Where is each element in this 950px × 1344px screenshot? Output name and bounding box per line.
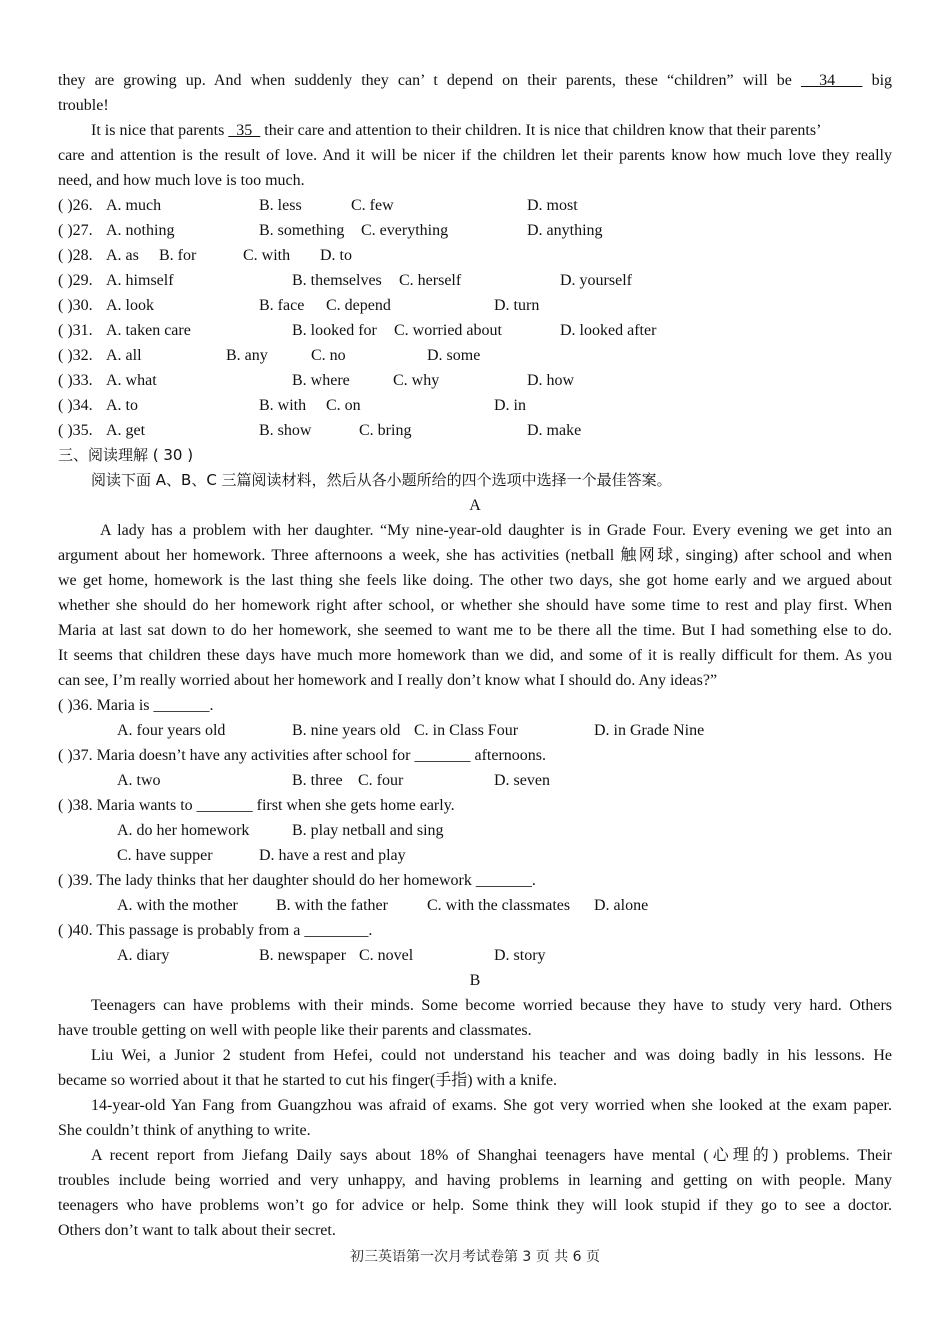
question-number: ( )32. xyxy=(58,347,93,364)
cloze-line-1 xyxy=(58,68,892,93)
question-37-options xyxy=(58,768,892,793)
question-number: ( )33. xyxy=(58,372,93,389)
cloze-para2-line2: care and attention is the result of love. And it will be nicer if the children let their parents know how much love they really xyxy=(58,147,892,164)
text: will be xyxy=(742,72,792,89)
question-27 xyxy=(58,218,892,243)
question-26 xyxy=(58,193,892,218)
option-a: A. two xyxy=(117,772,161,789)
passage-a-line-5: Maria at last sat down to do her homework, she seemed to want me to be there all the time. But I had something else to do. xyxy=(58,622,892,639)
option-a: A. get xyxy=(106,422,146,439)
question-number: ( )34. xyxy=(58,397,93,414)
option-b: B. with xyxy=(259,397,307,414)
option-d: D. alone xyxy=(594,897,649,914)
text: ’ xyxy=(420,72,425,89)
option-b: B. show xyxy=(259,422,312,439)
option-c: C. worried about xyxy=(394,322,502,339)
option-d: D. have a rest and play xyxy=(259,847,406,864)
option-c: C. have supper xyxy=(117,847,213,864)
option-b: B. three xyxy=(292,772,343,789)
option-b: B. face xyxy=(259,297,305,314)
text: their care and attention to their children. It is nice that children know that their parents’ xyxy=(264,122,822,139)
question-37-stem: ( )37. Maria doesn’t have any activities after school for _______ afternoons. xyxy=(58,747,546,764)
option-d: D. how xyxy=(527,372,575,389)
question-40-options xyxy=(58,943,892,968)
option-c: C. with the classmates xyxy=(427,897,571,914)
question-number: ( )29. xyxy=(58,272,93,289)
question-38-options-cd xyxy=(58,843,892,868)
passage-a-line-6: It seems that children these days have much more homework than we did, and some of it is really difficult for them. As you xyxy=(58,647,892,664)
option-b: B. nine years old xyxy=(292,722,401,739)
option-a: A. himself xyxy=(106,272,174,289)
question-31 xyxy=(58,318,892,343)
text: “ xyxy=(667,72,675,89)
passage-b-p3-line1: 14-year-old Yan Fang from Guangzhou was afraid of exams. She got very worried when she looked at the exam paper. xyxy=(91,1097,892,1114)
option-b: B. any xyxy=(226,347,268,364)
question-28 xyxy=(58,243,892,268)
section-instruction: 阅读下面 A、B、C 三篇阅读材料，然后从各小题所给的四个选项中选择一个最佳答案。 xyxy=(91,471,672,489)
option-c: C. depend xyxy=(326,297,391,314)
option-c: C. with xyxy=(243,247,291,264)
option-b: B. less xyxy=(259,197,302,214)
passage-b-p4-line4: Others don’t want to talk about their secret. xyxy=(58,1222,336,1239)
passage-b-p2-line2: became so worried about it that he started to cut his finger(手指) with a knife. xyxy=(58,1072,557,1089)
text: t depend on their parents, these xyxy=(433,72,658,89)
question-number: ( )28. xyxy=(58,247,93,264)
question-number: ( )26. xyxy=(58,197,93,214)
question-32 xyxy=(58,343,892,368)
passage-b-label: B xyxy=(469,972,481,989)
cloze-para2-line3: need, and how much love is too much. xyxy=(58,172,305,189)
question-38-stem: ( )38. Maria wants to _______ first when she gets home early. xyxy=(58,797,455,814)
passage-a-line-4: whether she should do her homework right after school, or whether she should have some time to rest and play first. When xyxy=(58,597,892,614)
text: ” xyxy=(726,72,734,89)
option-c: C. four xyxy=(358,772,404,789)
text: they are growing up. And when suddenly they can xyxy=(58,72,421,89)
option-a: A. nothing xyxy=(106,222,175,239)
question-number: ( )27. xyxy=(58,222,93,239)
passage-a-label: A xyxy=(469,497,481,514)
passage-b-p2-line1: Liu Wei, a Junior 2 student from Hefei, could not understand his teacher and was doing badly in his lessons. He xyxy=(91,1047,892,1064)
section-heading: 三、阅读理解 ( 30 ) xyxy=(58,446,194,464)
question-34 xyxy=(58,393,892,418)
option-b: B. where xyxy=(292,372,350,389)
option-d: D. in xyxy=(494,397,526,414)
option-a: A. what xyxy=(106,372,157,389)
option-b: B. themselves xyxy=(292,272,382,289)
question-36-stem: ( )36. Maria is _______. xyxy=(58,697,214,714)
option-c: C. bring xyxy=(359,422,412,439)
passage-a-line-2: argument about her homework. Three afternoons a week, she has activities (netball 触网球, singing) after school and when xyxy=(58,547,892,564)
option-d: D. seven xyxy=(494,772,550,789)
option-a: A. to xyxy=(106,397,138,414)
option-a: A. with the mother xyxy=(117,897,238,914)
cloze-para2-line1 xyxy=(58,118,892,143)
question-39-stem: ( )39. The lady thinks that her daughter should do her homework _______. xyxy=(58,872,536,889)
question-40-stem: ( )40. This passage is probably from a ________. xyxy=(58,922,373,939)
option-c: C. few xyxy=(351,197,394,214)
option-a: A. taken care xyxy=(106,322,191,339)
option-c: C. on xyxy=(326,397,361,414)
passage-b-p1-line1: Teenagers can have problems with their minds. Some become worried because they have to study very hard. Others xyxy=(91,997,892,1014)
passage-b-p3-line2: She couldn’t think of anything to write. xyxy=(58,1122,311,1139)
option-c: C. everything xyxy=(361,222,449,239)
passage-b-p4-line2: troubles include being worried and very unhappy, and having problems in learning and getting on with people. Many xyxy=(58,1172,892,1189)
passage-a-line-7: can see, I’m really worried about her homework and I really don’t know what I should do. Any ideas?” xyxy=(58,672,718,689)
option-a: A. look xyxy=(106,297,154,314)
option-c: C. in Class Four xyxy=(414,722,519,739)
option-c: C. herself xyxy=(399,272,462,289)
option-c: C. novel xyxy=(359,947,414,964)
option-a: A. as xyxy=(106,247,139,264)
option-a: A. all xyxy=(106,347,142,364)
question-38-options-ab xyxy=(58,818,892,843)
option-a: A. do her homework xyxy=(117,822,250,839)
cloze-line-2: trouble! xyxy=(58,97,109,114)
option-d: D. turn xyxy=(494,297,540,314)
question-29 xyxy=(58,268,892,293)
text: children xyxy=(674,72,727,89)
option-a: A. much xyxy=(106,197,162,214)
passage-b-p1-line2: have trouble getting on well with people like their parents and classmates. xyxy=(58,1022,532,1039)
option-d: D. most xyxy=(527,197,578,214)
blank-35: 35 xyxy=(228,122,261,139)
question-number: ( )31. xyxy=(58,322,93,339)
option-a: A. diary xyxy=(117,947,170,964)
passage-b-p4-line3: teenagers who have problems won’t go for advice or help. Some think they will look stupid if they go to see a doctor. xyxy=(58,1197,892,1214)
option-c: C. why xyxy=(393,372,440,389)
blank-34: 34 xyxy=(800,72,863,89)
passage-a-line-3: we get home, homework is the last thing she feels like doing. The other two days, she got home early and we argued about xyxy=(58,572,892,589)
option-d: D. in Grade Nine xyxy=(594,722,705,739)
option-d: D. to xyxy=(320,247,352,264)
option-d: D. looked after xyxy=(560,322,657,339)
question-33 xyxy=(58,368,892,393)
option-b: B. newspaper xyxy=(259,947,347,964)
option-d: D. some xyxy=(427,347,481,364)
option-b: B. looked for xyxy=(292,322,377,339)
question-39-options xyxy=(58,893,892,918)
option-d: D. anything xyxy=(527,222,603,239)
option-b: B. for xyxy=(159,247,197,264)
exam-page xyxy=(58,68,892,1243)
question-35 xyxy=(58,418,892,443)
option-d: D. make xyxy=(527,422,582,439)
text: big xyxy=(871,72,893,89)
option-d: D. yourself xyxy=(560,272,632,289)
option-a: A. four years old xyxy=(117,722,226,739)
question-30 xyxy=(58,293,892,318)
option-b: B. play netball and sing xyxy=(292,822,444,839)
option-d: D. story xyxy=(494,947,546,964)
question-number: ( )35. xyxy=(58,422,93,439)
option-c: C. no xyxy=(311,347,346,364)
option-b: B. with the father xyxy=(276,897,388,914)
question-number: ( )30. xyxy=(58,297,93,314)
page-footer: 初三英语第一次月考试卷第 3 页 共 6 页 xyxy=(349,1249,601,1265)
passage-b-p4-line1: A recent report from Jiefang Daily says about 18% of Shanghai teenagers have mental (心理的) problems. Their xyxy=(91,1147,892,1164)
text: It is nice that parents xyxy=(91,122,225,139)
option-b: B. something xyxy=(259,222,345,239)
passage-a-line-1: A lady has a problem with her daughter. “My nine-year-old daughter is in Grade Four. Every evening we get into an xyxy=(100,522,892,539)
question-36-options xyxy=(58,718,892,743)
